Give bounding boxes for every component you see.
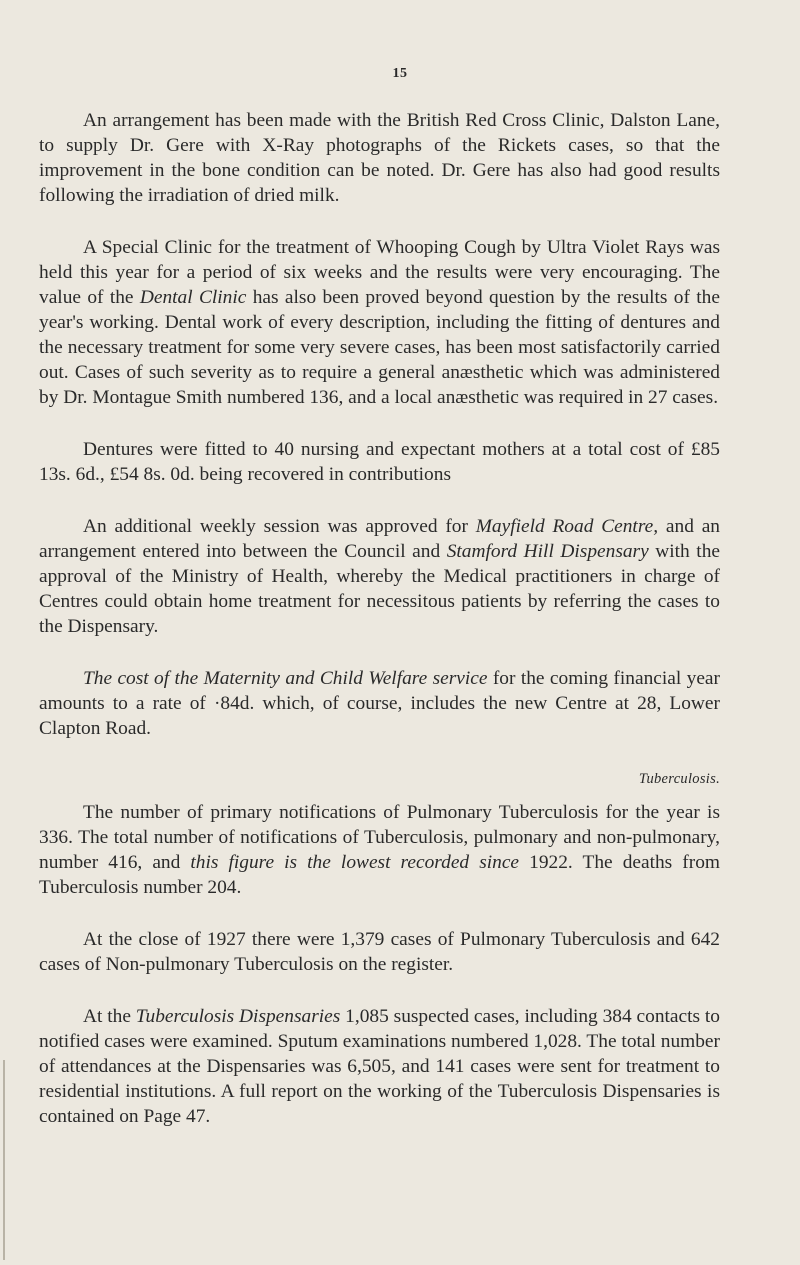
paragraph-dentures: Dentures were fitted to 40 nursing and expectant mothers at a total cost of £85 13s. 6d., £54 8s. 0d. being recovered in contributions bbox=[39, 439, 720, 485]
page-edge-line bbox=[3, 1060, 5, 1260]
paragraph-text: A Special Clinic for the treatment of Whooping Cough by Ultra Violet Rays was held this year for a period of six weeks and the results were very encouraging. The value of the bbox=[39, 237, 720, 308]
paragraph-text: for the coming financial year amounts to a rate of ·84d. which, of course, includes the new Centre at 28, Lower Clapton Road. bbox=[39, 668, 720, 739]
section-heading-tuberculosis: Tuberculosis. bbox=[638, 771, 720, 787]
paragraph-cost-maternity bbox=[39, 666, 720, 741]
paragraph-text: with the approval of the Ministry of Health, whereby the Medical practitioners in charge of Centres could obtain home treatment for necessitous patients by referring the cases to the Dispensary. bbox=[39, 541, 720, 637]
paragraph-text: 1,085 suspected cases, including 384 contacts to notified cases were examined. Sputum examinations numbered 1,028. The total number of attendances at the Dispensaries was 6,505, and 141 cases were sent for treatment to residential institutions. A full report on the working of the Tuberculosis Dispensaries is contained on Page 47. bbox=[39, 1006, 720, 1127]
page-body bbox=[39, 108, 720, 1156]
paragraph-notifications bbox=[39, 800, 720, 900]
paragraph-dispensaries bbox=[39, 1004, 720, 1129]
paragraph-weekly-session bbox=[39, 514, 720, 639]
paragraph-text: has also been proved beyond question by the results of the year's working. Dental work of every description, including the fitting of dentures and the necessary treatment for some very severe cases, has been most satisfactorily carried out. Cases of such severity as to require a general anæsthetic which was administered by Dr. Montague Smith numbered 136, and a local anæsthetic was required in 27 cases. bbox=[39, 287, 720, 408]
emphasis-lowest-recorded: this figure is the lowest recorded since bbox=[190, 852, 520, 873]
paragraph-special-clinic bbox=[39, 235, 720, 410]
emphasis-dental-clinic: Dental Clinic bbox=[139, 287, 247, 308]
paragraph-text: At the bbox=[83, 1006, 136, 1027]
paragraph-text: 1922. The deaths from Tuberculosis number 204. bbox=[39, 852, 721, 898]
paragraph-text: The number of primary notifications of Pulmonary Tuberculosis for the year is 336. The total number of notifications of Tuberculosis, pulmonary and non-pulmonary, number 416, and bbox=[39, 802, 720, 873]
paragraph-text: and an arrangement entered into between the Council and bbox=[39, 516, 721, 562]
paragraph-register: At the close of 1927 there were 1,379 cases of Pulmonary Tuberculosis and 642 cases of Non-pulmonary Tuberculosis on the register. bbox=[39, 929, 720, 975]
emphasis-tuberculosis-dispensaries: Tuberculosis Dispensaries bbox=[135, 1006, 341, 1027]
paragraph-red-cross-clinic: An arrangement has been made with the British Red Cross Clinic, Dalston Lane, to supply Dr. Gere with X-Ray photographs of the Rickets cases, so that the improvement in the bone condition can be noted. Dr. Gere has also had good results following the irradiation of dried milk. bbox=[39, 110, 720, 206]
emphasis-stamford-hill: Stamford Hill Dispensary bbox=[446, 541, 649, 562]
paragraph-text: An additional weekly session was approved for bbox=[83, 516, 476, 537]
emphasis-cost-service: The cost of the Maternity and Child Welfare service bbox=[83, 668, 488, 689]
page-number: 15 bbox=[392, 66, 408, 81]
emphasis-mayfield-road: Mayfield Road Centre, bbox=[475, 516, 659, 537]
